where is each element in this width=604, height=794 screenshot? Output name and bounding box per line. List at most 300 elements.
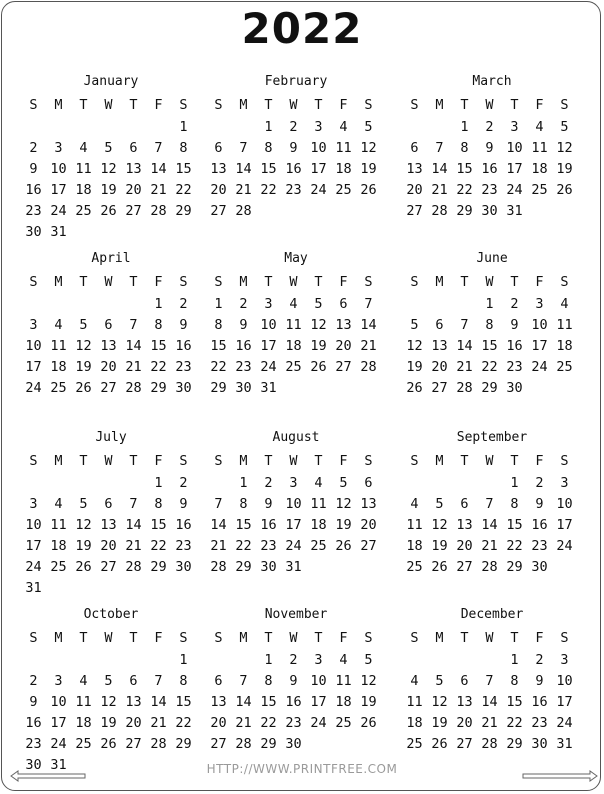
week-row <box>206 159 382 180</box>
day-cell <box>306 378 331 399</box>
arrow-left-icon[interactable] <box>10 770 86 782</box>
day-cell <box>552 378 577 399</box>
day-cell: 16 <box>285 694 302 710</box>
day-cell: 4 <box>79 673 88 689</box>
day-cell: 10 <box>25 338 42 354</box>
day-cell: 9 <box>289 140 298 156</box>
weekday-label: F <box>535 453 544 469</box>
day-cell: 24 <box>285 538 302 554</box>
day-cell: 27 <box>100 559 117 575</box>
day-cell: 19 <box>100 715 117 731</box>
arrow-right-icon[interactable] <box>522 770 598 782</box>
day-cell: 21 <box>150 715 167 731</box>
day-cell: 5 <box>410 317 419 333</box>
day-cell: 9 <box>289 673 298 689</box>
day-cell: 8 <box>510 496 519 512</box>
day-cell <box>146 117 171 138</box>
day-cell: 29 <box>481 380 498 396</box>
day-cell: 5 <box>364 119 373 135</box>
weekday-label: T <box>264 97 273 113</box>
day-cell: 18 <box>50 359 67 375</box>
day-cell: 22 <box>210 359 227 375</box>
month-name: February <box>264 74 328 89</box>
day-cell: 29 <box>150 380 167 396</box>
day-cell: 23 <box>25 203 42 219</box>
day-cell: 26 <box>75 380 92 396</box>
weekday-label: S <box>560 97 569 113</box>
week-row <box>21 671 197 692</box>
day-cell: 24 <box>25 380 42 396</box>
day-cell <box>427 117 452 138</box>
weekday-label: T <box>460 97 469 113</box>
weekday-header-row <box>402 628 578 650</box>
week-row <box>402 713 578 734</box>
day-cell: 1 <box>460 119 469 135</box>
day-cell <box>121 473 146 494</box>
day-cell <box>21 294 46 315</box>
week-row <box>21 578 197 599</box>
day-cell: 1 <box>510 475 519 491</box>
day-cell: 1 <box>214 296 223 312</box>
day-cell <box>46 117 71 138</box>
day-cell: 23 <box>506 359 523 375</box>
weekday-label: S <box>29 453 38 469</box>
weekday-header-row <box>206 451 382 473</box>
week-row <box>402 692 578 713</box>
week-row <box>206 201 382 222</box>
weekday-label: T <box>460 453 469 469</box>
day-cell <box>46 578 71 599</box>
day-cell: 11 <box>556 317 573 333</box>
day-cell: 29 <box>175 736 192 752</box>
day-cell: 4 <box>410 496 419 512</box>
week-row <box>206 357 382 378</box>
day-cell <box>121 578 146 599</box>
week-row <box>402 180 578 201</box>
day-cell: 31 <box>50 757 67 773</box>
day-cell <box>96 222 121 243</box>
day-cell: 5 <box>104 673 113 689</box>
week-row <box>21 650 197 671</box>
day-cell: 21 <box>431 182 448 198</box>
day-cell: 22 <box>260 182 277 198</box>
day-cell: 30 <box>531 559 548 575</box>
day-cell: 7 <box>364 296 373 312</box>
week-row <box>206 180 382 201</box>
day-cell: 16 <box>506 338 523 354</box>
week-row <box>21 180 197 201</box>
day-cell: 31 <box>506 203 523 219</box>
day-cell <box>427 294 452 315</box>
day-cell: 1 <box>510 652 519 668</box>
day-cell: 2 <box>289 652 298 668</box>
day-cell: 27 <box>100 380 117 396</box>
day-cell: 19 <box>360 161 377 177</box>
day-cell: 11 <box>75 161 92 177</box>
day-cell: 2 <box>485 119 494 135</box>
day-cell: 10 <box>556 673 573 689</box>
weekday-label: F <box>339 274 348 290</box>
weekday-label: T <box>129 630 138 646</box>
day-cell: 9 <box>239 317 248 333</box>
weekday-label: F <box>339 453 348 469</box>
weekday-label: M <box>435 630 444 646</box>
week-row <box>206 138 382 159</box>
day-cell: 13 <box>456 694 473 710</box>
day-cell: 21 <box>235 182 252 198</box>
day-cell: 28 <box>210 559 227 575</box>
week-row <box>206 713 382 734</box>
day-cell: 30 <box>235 380 252 396</box>
day-cell: 24 <box>50 203 67 219</box>
day-cell: 21 <box>125 359 142 375</box>
day-cell <box>281 378 306 399</box>
day-cell: 18 <box>556 338 573 354</box>
week-row <box>402 138 578 159</box>
day-cell <box>231 650 256 671</box>
day-cell: 1 <box>154 296 163 312</box>
weekday-header-row <box>21 272 197 294</box>
day-cell <box>527 201 552 222</box>
day-cell: 27 <box>360 538 377 554</box>
day-cell <box>146 650 171 671</box>
week-row <box>402 557 578 578</box>
day-cell: 9 <box>510 317 519 333</box>
day-cell: 25 <box>75 736 92 752</box>
footer-url[interactable]: HTTP://WWW.PRINTFREE.COM <box>206 762 398 776</box>
day-cell: 12 <box>406 338 423 354</box>
day-cell: 2 <box>29 673 38 689</box>
day-cell: 25 <box>50 380 67 396</box>
weekday-header-row <box>206 272 382 294</box>
week-row <box>206 378 382 399</box>
day-cell: 24 <box>506 182 523 198</box>
weekday-label: T <box>510 97 519 113</box>
day-cell: 17 <box>556 694 573 710</box>
day-cell <box>206 473 231 494</box>
day-cell: 7 <box>460 317 469 333</box>
day-cell: 14 <box>360 317 377 333</box>
week-row <box>21 357 197 378</box>
day-cell: 4 <box>339 119 348 135</box>
month-july <box>21 429 201 599</box>
day-cell: 10 <box>260 317 277 333</box>
weekday-label: F <box>154 630 163 646</box>
day-cell <box>402 473 427 494</box>
day-cell: 3 <box>314 119 323 135</box>
day-cell: 18 <box>531 161 548 177</box>
weekday-header-row <box>402 95 578 117</box>
day-cell: 17 <box>285 517 302 533</box>
day-cell: 7 <box>485 673 494 689</box>
weekday-label: S <box>179 453 188 469</box>
day-cell: 14 <box>125 338 142 354</box>
day-cell: 4 <box>535 119 544 135</box>
day-cell: 15 <box>210 338 227 354</box>
weekday-header-row <box>21 451 197 473</box>
day-cell: 1 <box>179 119 188 135</box>
day-cell <box>146 222 171 243</box>
day-cell: 31 <box>50 224 67 240</box>
day-cell <box>21 117 46 138</box>
week-row <box>402 494 578 515</box>
month-august <box>206 429 386 578</box>
day-cell: 14 <box>235 694 252 710</box>
weekday-label: S <box>214 630 223 646</box>
day-cell: 6 <box>460 496 469 512</box>
day-cell: 25 <box>335 715 352 731</box>
day-cell: 6 <box>104 496 113 512</box>
day-cell: 3 <box>29 496 38 512</box>
weekday-label: F <box>339 97 348 113</box>
day-cell: 30 <box>25 224 42 240</box>
day-cell: 6 <box>410 140 419 156</box>
day-cell: 31 <box>260 380 277 396</box>
day-cell: 16 <box>25 182 42 198</box>
weekday-label: T <box>460 630 469 646</box>
day-cell <box>356 201 381 222</box>
day-cell: 25 <box>75 203 92 219</box>
day-cell: 21 <box>125 538 142 554</box>
day-cell <box>121 222 146 243</box>
day-cell <box>306 734 331 755</box>
week-row <box>402 536 578 557</box>
day-cell: 27 <box>210 203 227 219</box>
week-row <box>402 117 578 138</box>
day-cell: 26 <box>335 538 352 554</box>
week-row <box>206 734 382 755</box>
day-cell <box>71 222 96 243</box>
day-cell: 7 <box>129 317 138 333</box>
day-cell: 13 <box>125 694 142 710</box>
week-row <box>402 378 578 399</box>
day-cell <box>527 378 552 399</box>
week-row <box>21 473 197 494</box>
weekday-label: S <box>29 274 38 290</box>
day-cell <box>552 557 577 578</box>
day-cell <box>171 578 196 599</box>
weekday-label: M <box>54 97 63 113</box>
day-cell: 29 <box>456 203 473 219</box>
day-cell: 17 <box>25 538 42 554</box>
day-cell <box>256 201 281 222</box>
day-cell: 5 <box>339 475 348 491</box>
day-cell: 27 <box>456 559 473 575</box>
day-cell: 10 <box>310 673 327 689</box>
day-cell: 19 <box>100 182 117 198</box>
day-cell: 11 <box>75 694 92 710</box>
day-cell <box>306 201 331 222</box>
day-cell: 25 <box>50 559 67 575</box>
day-cell: 5 <box>104 140 113 156</box>
day-cell: 21 <box>456 359 473 375</box>
day-cell: 5 <box>79 496 88 512</box>
day-cell: 1 <box>485 296 494 312</box>
day-cell: 11 <box>50 338 67 354</box>
day-cell: 17 <box>531 338 548 354</box>
day-cell <box>71 473 96 494</box>
day-cell: 4 <box>289 296 298 312</box>
day-cell: 23 <box>175 359 192 375</box>
day-cell: 20 <box>456 715 473 731</box>
day-cell: 31 <box>556 736 573 752</box>
day-cell: 16 <box>260 517 277 533</box>
week-row <box>206 515 382 536</box>
day-cell: 2 <box>510 296 519 312</box>
month-name: January <box>83 74 139 89</box>
day-cell: 5 <box>364 652 373 668</box>
day-cell: 30 <box>175 380 192 396</box>
weekday-label: S <box>179 630 188 646</box>
day-cell: 15 <box>481 338 498 354</box>
day-cell: 14 <box>125 517 142 533</box>
weekday-label: M <box>54 274 63 290</box>
day-cell: 21 <box>150 182 167 198</box>
day-cell: 2 <box>289 119 298 135</box>
day-cell: 25 <box>310 538 327 554</box>
week-row <box>21 378 197 399</box>
day-cell: 25 <box>406 559 423 575</box>
day-cell: 12 <box>335 496 352 512</box>
week-row <box>21 222 197 243</box>
week-row <box>206 557 382 578</box>
day-cell: 11 <box>285 317 302 333</box>
day-cell: 11 <box>335 140 352 156</box>
day-cell: 19 <box>335 517 352 533</box>
day-cell: 8 <box>264 673 273 689</box>
day-cell: 2 <box>535 652 544 668</box>
weekday-label: F <box>154 453 163 469</box>
weekday-label: S <box>364 630 373 646</box>
weekday-header-row <box>206 628 382 650</box>
day-cell: 20 <box>360 517 377 533</box>
week-row <box>402 315 578 336</box>
day-cell: 9 <box>535 673 544 689</box>
day-cell: 16 <box>531 694 548 710</box>
day-cell: 15 <box>506 517 523 533</box>
day-cell: 8 <box>154 317 163 333</box>
day-cell: 28 <box>235 736 252 752</box>
day-cell: 3 <box>29 317 38 333</box>
day-cell: 16 <box>175 517 192 533</box>
weekday-label: W <box>289 453 298 469</box>
day-cell: 20 <box>125 182 142 198</box>
day-cell: 3 <box>535 296 544 312</box>
day-cell <box>206 650 231 671</box>
weekday-label: S <box>410 97 419 113</box>
day-cell: 15 <box>175 694 192 710</box>
day-cell: 24 <box>25 559 42 575</box>
day-cell: 29 <box>260 736 277 752</box>
week-row <box>402 650 578 671</box>
week-row <box>21 201 197 222</box>
day-cell: 31 <box>285 559 302 575</box>
weekday-header-row <box>402 272 578 294</box>
weekday-label: T <box>264 453 273 469</box>
day-cell <box>356 734 381 755</box>
day-cell: 16 <box>531 517 548 533</box>
day-cell <box>96 473 121 494</box>
day-cell: 20 <box>125 715 142 731</box>
day-cell: 19 <box>556 161 573 177</box>
day-cell: 3 <box>560 652 569 668</box>
day-cell: 22 <box>235 538 252 554</box>
weekday-label: T <box>460 274 469 290</box>
day-cell: 20 <box>100 538 117 554</box>
day-cell: 13 <box>210 161 227 177</box>
day-cell: 11 <box>406 694 423 710</box>
day-cell: 8 <box>460 140 469 156</box>
day-cell <box>96 578 121 599</box>
day-cell <box>427 473 452 494</box>
day-cell: 8 <box>510 673 519 689</box>
weekday-label: T <box>314 630 323 646</box>
month-name: August <box>272 430 320 445</box>
day-cell: 11 <box>406 517 423 533</box>
weekday-label: M <box>239 453 248 469</box>
day-cell <box>331 734 356 755</box>
day-cell: 14 <box>150 694 167 710</box>
weekday-label: T <box>129 97 138 113</box>
day-cell: 13 <box>100 517 117 533</box>
month-name: November <box>264 607 328 622</box>
day-cell: 6 <box>214 673 223 689</box>
day-cell: 30 <box>285 736 302 752</box>
day-cell: 6 <box>104 317 113 333</box>
day-cell: 3 <box>560 475 569 491</box>
day-cell: 26 <box>100 736 117 752</box>
day-cell: 31 <box>25 580 42 596</box>
day-cell: 27 <box>406 203 423 219</box>
day-cell: 27 <box>456 736 473 752</box>
day-cell: 3 <box>264 296 273 312</box>
weekday-label: W <box>104 274 113 290</box>
weekday-label: M <box>239 274 248 290</box>
day-cell: 21 <box>481 538 498 554</box>
day-cell <box>46 650 71 671</box>
day-cell: 4 <box>314 475 323 491</box>
year-title: 2022 <box>241 4 363 53</box>
week-row <box>206 473 382 494</box>
day-cell: 30 <box>481 203 498 219</box>
day-cell: 24 <box>310 715 327 731</box>
month-may <box>206 250 386 399</box>
weekday-label: M <box>239 630 248 646</box>
day-cell: 23 <box>285 715 302 731</box>
day-cell: 23 <box>260 538 277 554</box>
day-cell <box>71 294 96 315</box>
day-cell: 19 <box>75 538 92 554</box>
day-cell: 17 <box>556 517 573 533</box>
day-cell: 14 <box>235 161 252 177</box>
day-cell: 6 <box>435 317 444 333</box>
day-cell: 6 <box>214 140 223 156</box>
day-cell: 14 <box>150 161 167 177</box>
day-cell: 22 <box>456 182 473 198</box>
day-cell: 28 <box>125 559 142 575</box>
day-cell <box>96 294 121 315</box>
day-cell: 5 <box>435 496 444 512</box>
day-cell: 16 <box>25 715 42 731</box>
day-cell: 17 <box>50 182 67 198</box>
day-cell: 17 <box>506 161 523 177</box>
day-cell: 12 <box>556 140 573 156</box>
weekday-label: F <box>535 97 544 113</box>
day-cell: 8 <box>214 317 223 333</box>
day-cell <box>477 650 502 671</box>
day-cell: 10 <box>25 517 42 533</box>
day-cell: 15 <box>150 338 167 354</box>
